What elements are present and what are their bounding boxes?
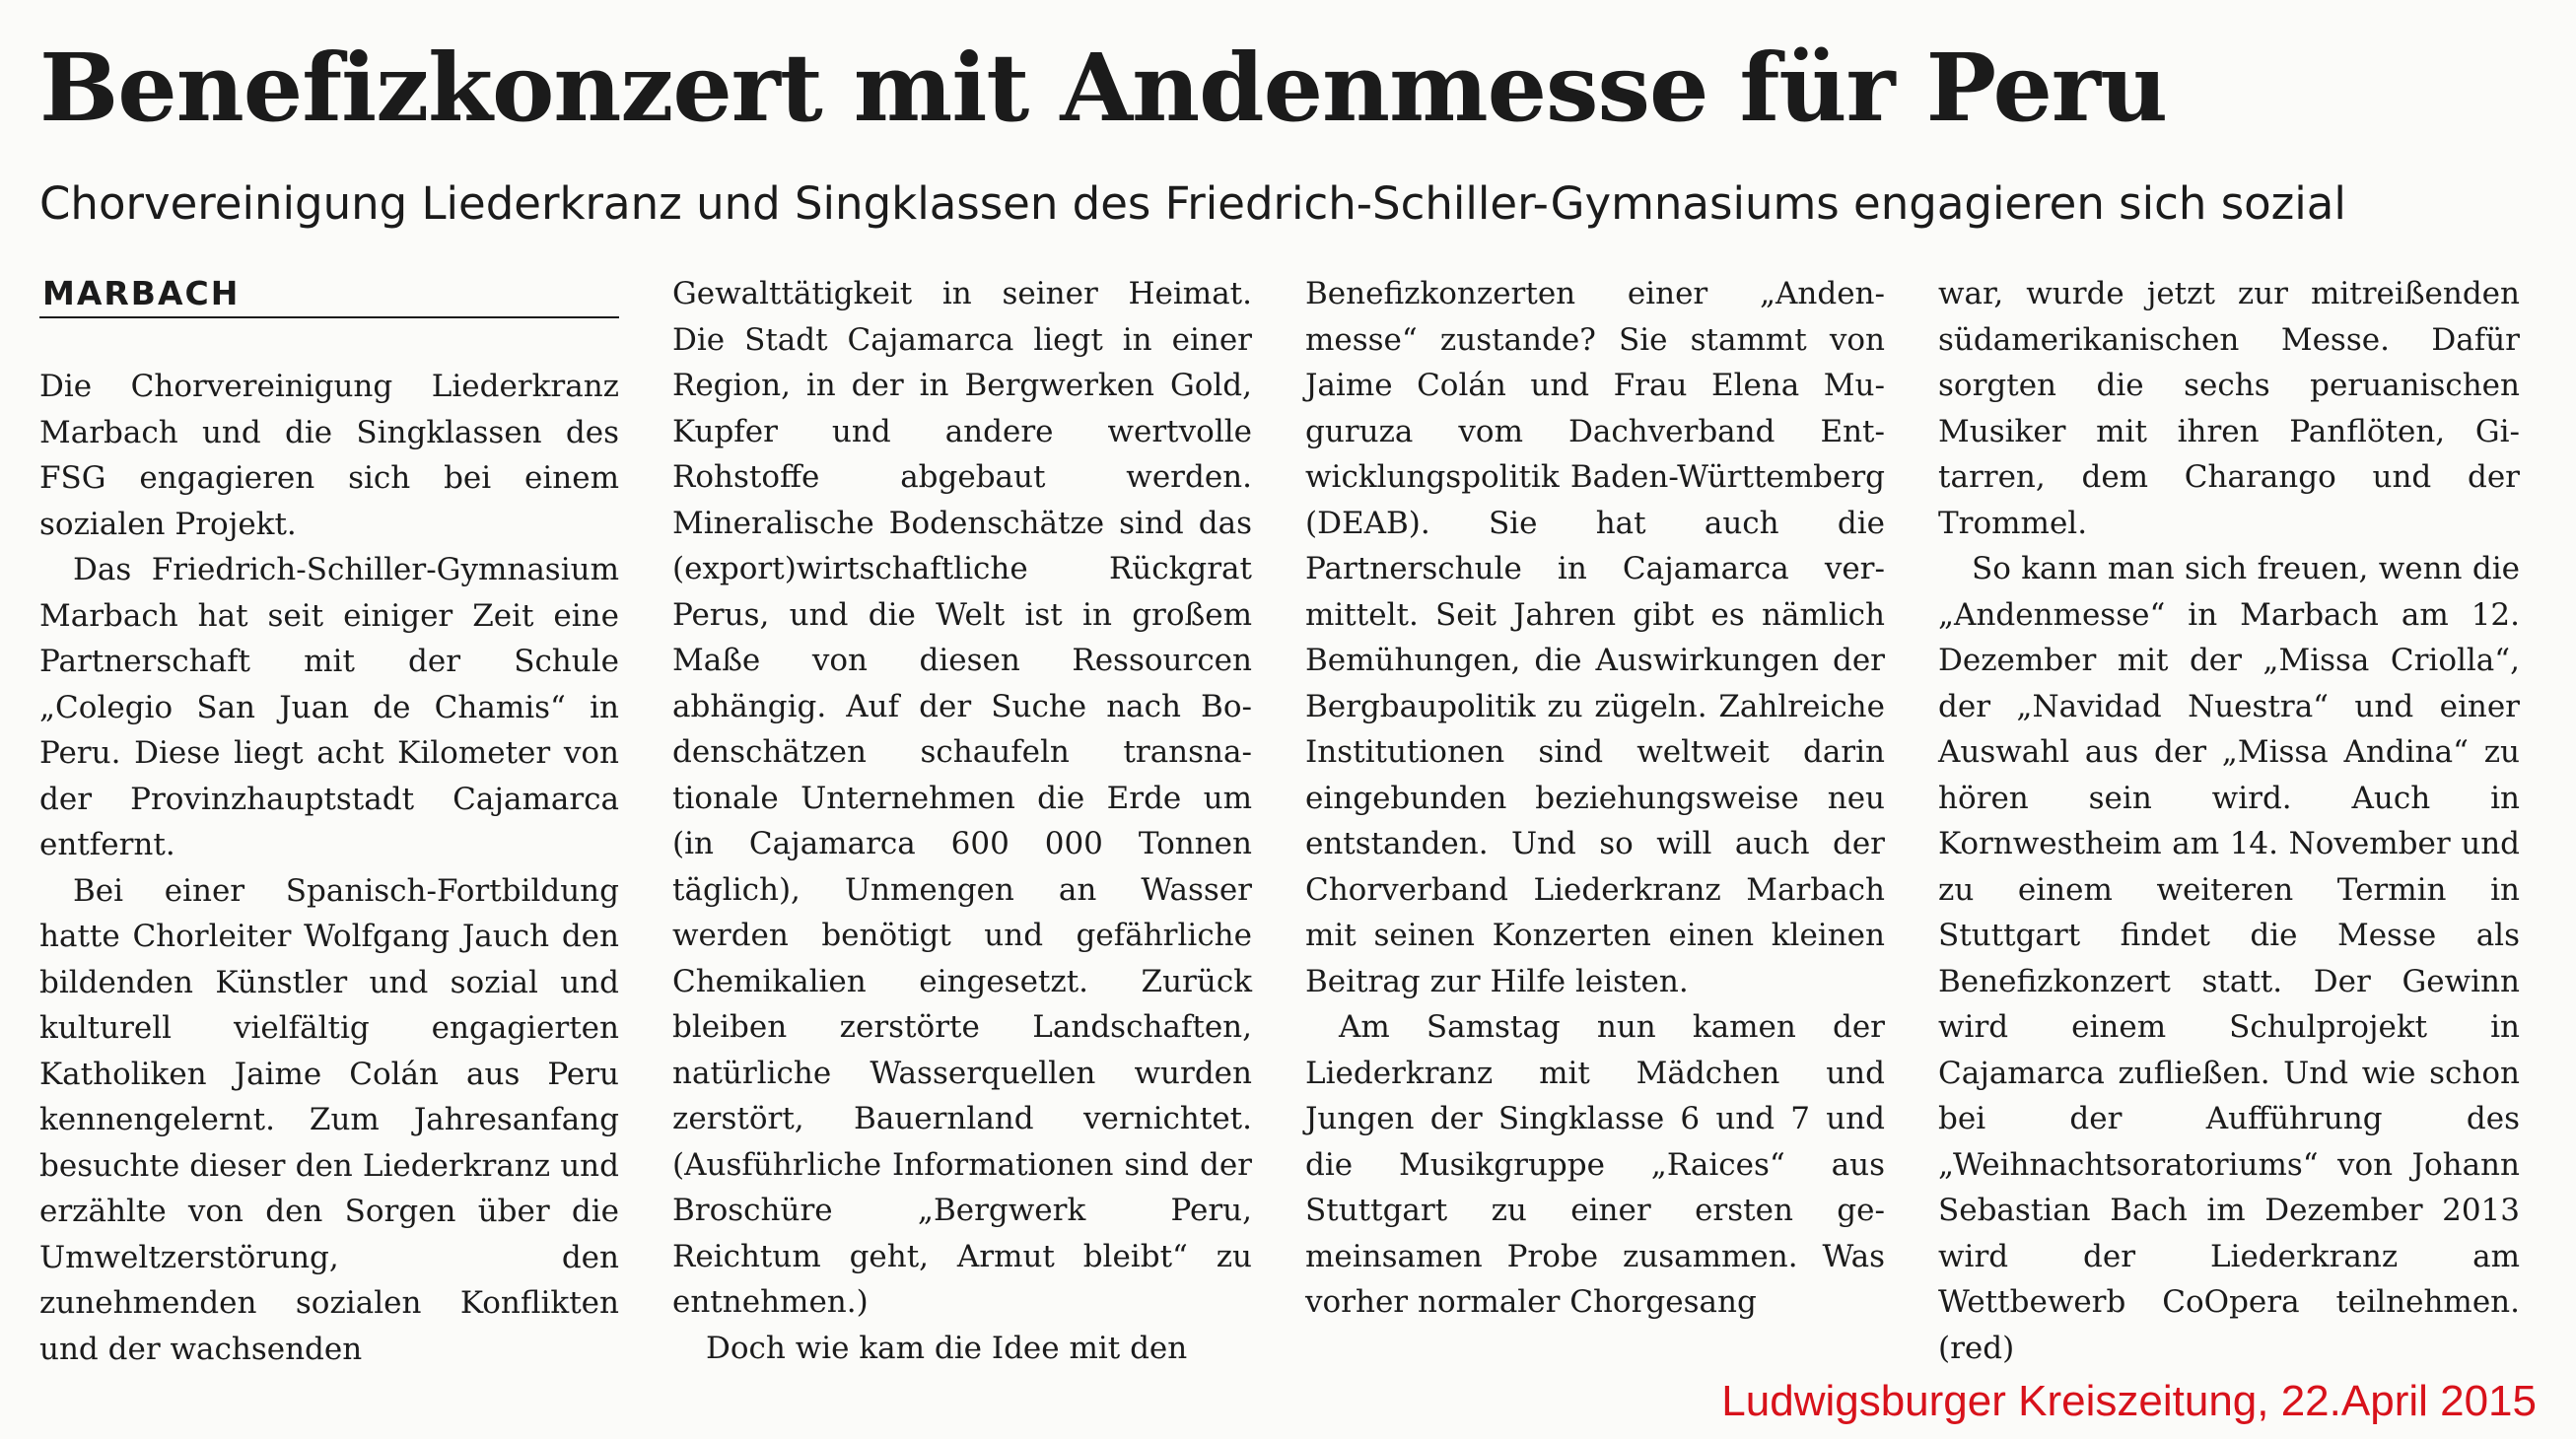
paragraph: Gewalttätigkeit in seiner Heimat. Die Stadt Cajamarca liegt in einer Region, in der in Bergwerken Gold, Kupfer und andere wertvolle Rohstoffe abgebaut werden. Mineralische Bodenschätze sind das (export)wirtschaftliche Rückgrat Perus, und die Welt ist in großem Maße von diesen Ressourcen abhängig. Auf der Suche nach Bodenschätzen schaufeln transnationale Unternehmen die Erde um (in Cajamarca 600 000 Tonnen täglich), Unmengen an Wasser werden benötigt und gefährliche Chemikalien eingesetzt. Zurück bleiben zerstörte Landschaften, natürliche Wasserquellen wurden zerstört, Bauernland vernichtet. (Ausführliche Informationen sind der Broschüre „Bergwerk Peru, Reichtum geht, Armut bleibt“ zu entnehmen.) xyxy=(672,276,1252,1320)
paragraph: Benefizkonzerten einer „Andenmesse“ zustande? Sie stammt von Jaime Colán und Frau Elena Muguruza vom Dachverband Entwicklungspolitik Baden-Württemberg (DEAB). Sie hat auch die Partnerschule in Cajamarca vermittelt. Seit Jahren gibt es nämlich Bemühungen, die Auswirkungen der Bergbaupolitik zu zügeln. Zahlreiche Institutionen sind weltweit darin eingebunden beziehungsweise neu entstanden. Und so will auch der Chorverband Liederkranz Marbach mit seinen Konzerten einen kleinen Beitrag zur Hilfe leisten. xyxy=(1305,276,1885,999)
paragraph: Am Samstag nun kamen der Liederkranz mit Mädchen und Jungen der Singklasse 6 und 7 und die Musikgruppe „Raices“ aus Stuttgart zu einer ersten gemeinsamen Probe zusammen. Was vorher normaler Chorgesang xyxy=(1305,1009,1885,1320)
paragraph: Die Chorvereinigung Liederkranz Marbach und die Singklassen des FSG engagieren sich bei einem sozialen Projekt. xyxy=(39,369,619,542)
paragraph: So kann man sich freuen, wenn die „Andenmesse“ in Marbach am 12. Dezember mit der „Missa Criolla“, der „Navidad Nuestra“ und einer Auswahl aus der „Missa Andina“ zu hören sein wird. Auch in Kornwestheim am 14. November und zu einem weiteren Termin in Stuttgart findet die Messe als Benefizkonzert statt. Der Gewinn wird einem Schulprojekt in Cajamarca zufließen. Und wie schon bei der Aufführung des „Weihnachtsoratoriums“ von Johann Sebastian Bach im Dezember 2013 wird der Liederkranz am Wettbewerb CoOpera teilnehmen. (red) xyxy=(1938,551,2520,1366)
article-column-2 xyxy=(672,271,1252,1371)
article-column-3 xyxy=(1305,271,1885,1326)
source-caption: Ludwigsburger Kreiszeitung, 22.April 2015 xyxy=(1721,1377,2537,1425)
paragraph: Doch wie kam die Idee mit den xyxy=(706,1330,1188,1366)
paragraph: Bei einer Spanisch-Fortbildung hatte Chorleiter Wolfgang Jauch den bildenden Künstler und sozial und kulturell vielfältig engagierten Katholiken Jaime Colán aus Peru kennengelernt. Zum Jahresanfang besuchte dieser den Liederkranz und erzählte von den Sorgen über die Umweltzerstörung, den zunehmenden sozialen Konflikten und der wachsenden xyxy=(39,872,619,1367)
article-dateline: MARBACH xyxy=(39,271,619,318)
paragraph: war, wurde jetzt zur mitreißenden südamerikanischen Messe. Dafür sorgten die sechs peruanischen Musiker mit ihren Panflöten, Gitarren, dem Charango und der Trommel. xyxy=(1938,276,2520,541)
article-subheadline: Chorvereinigung Liederkranz und Singklassen des Friedrich-Schiller-Gymnasiums engagieren sich sozial xyxy=(39,177,2346,230)
paragraph: Das Friedrich-Schiller-Gymnasium Marbach hat seit einiger Zeit eine Partnerschaft mit der Schule „Colegio San Juan de Chamis“ in Peru. Diese liegt acht Kilometer von der Provinzhauptstadt Cajamarca entfernt. xyxy=(39,552,619,862)
article-column-1 xyxy=(39,271,619,1372)
article-column-4 xyxy=(1938,271,2520,1371)
article-headline: Benefizkonzert mit Andenmesse für Peru xyxy=(39,34,2168,143)
